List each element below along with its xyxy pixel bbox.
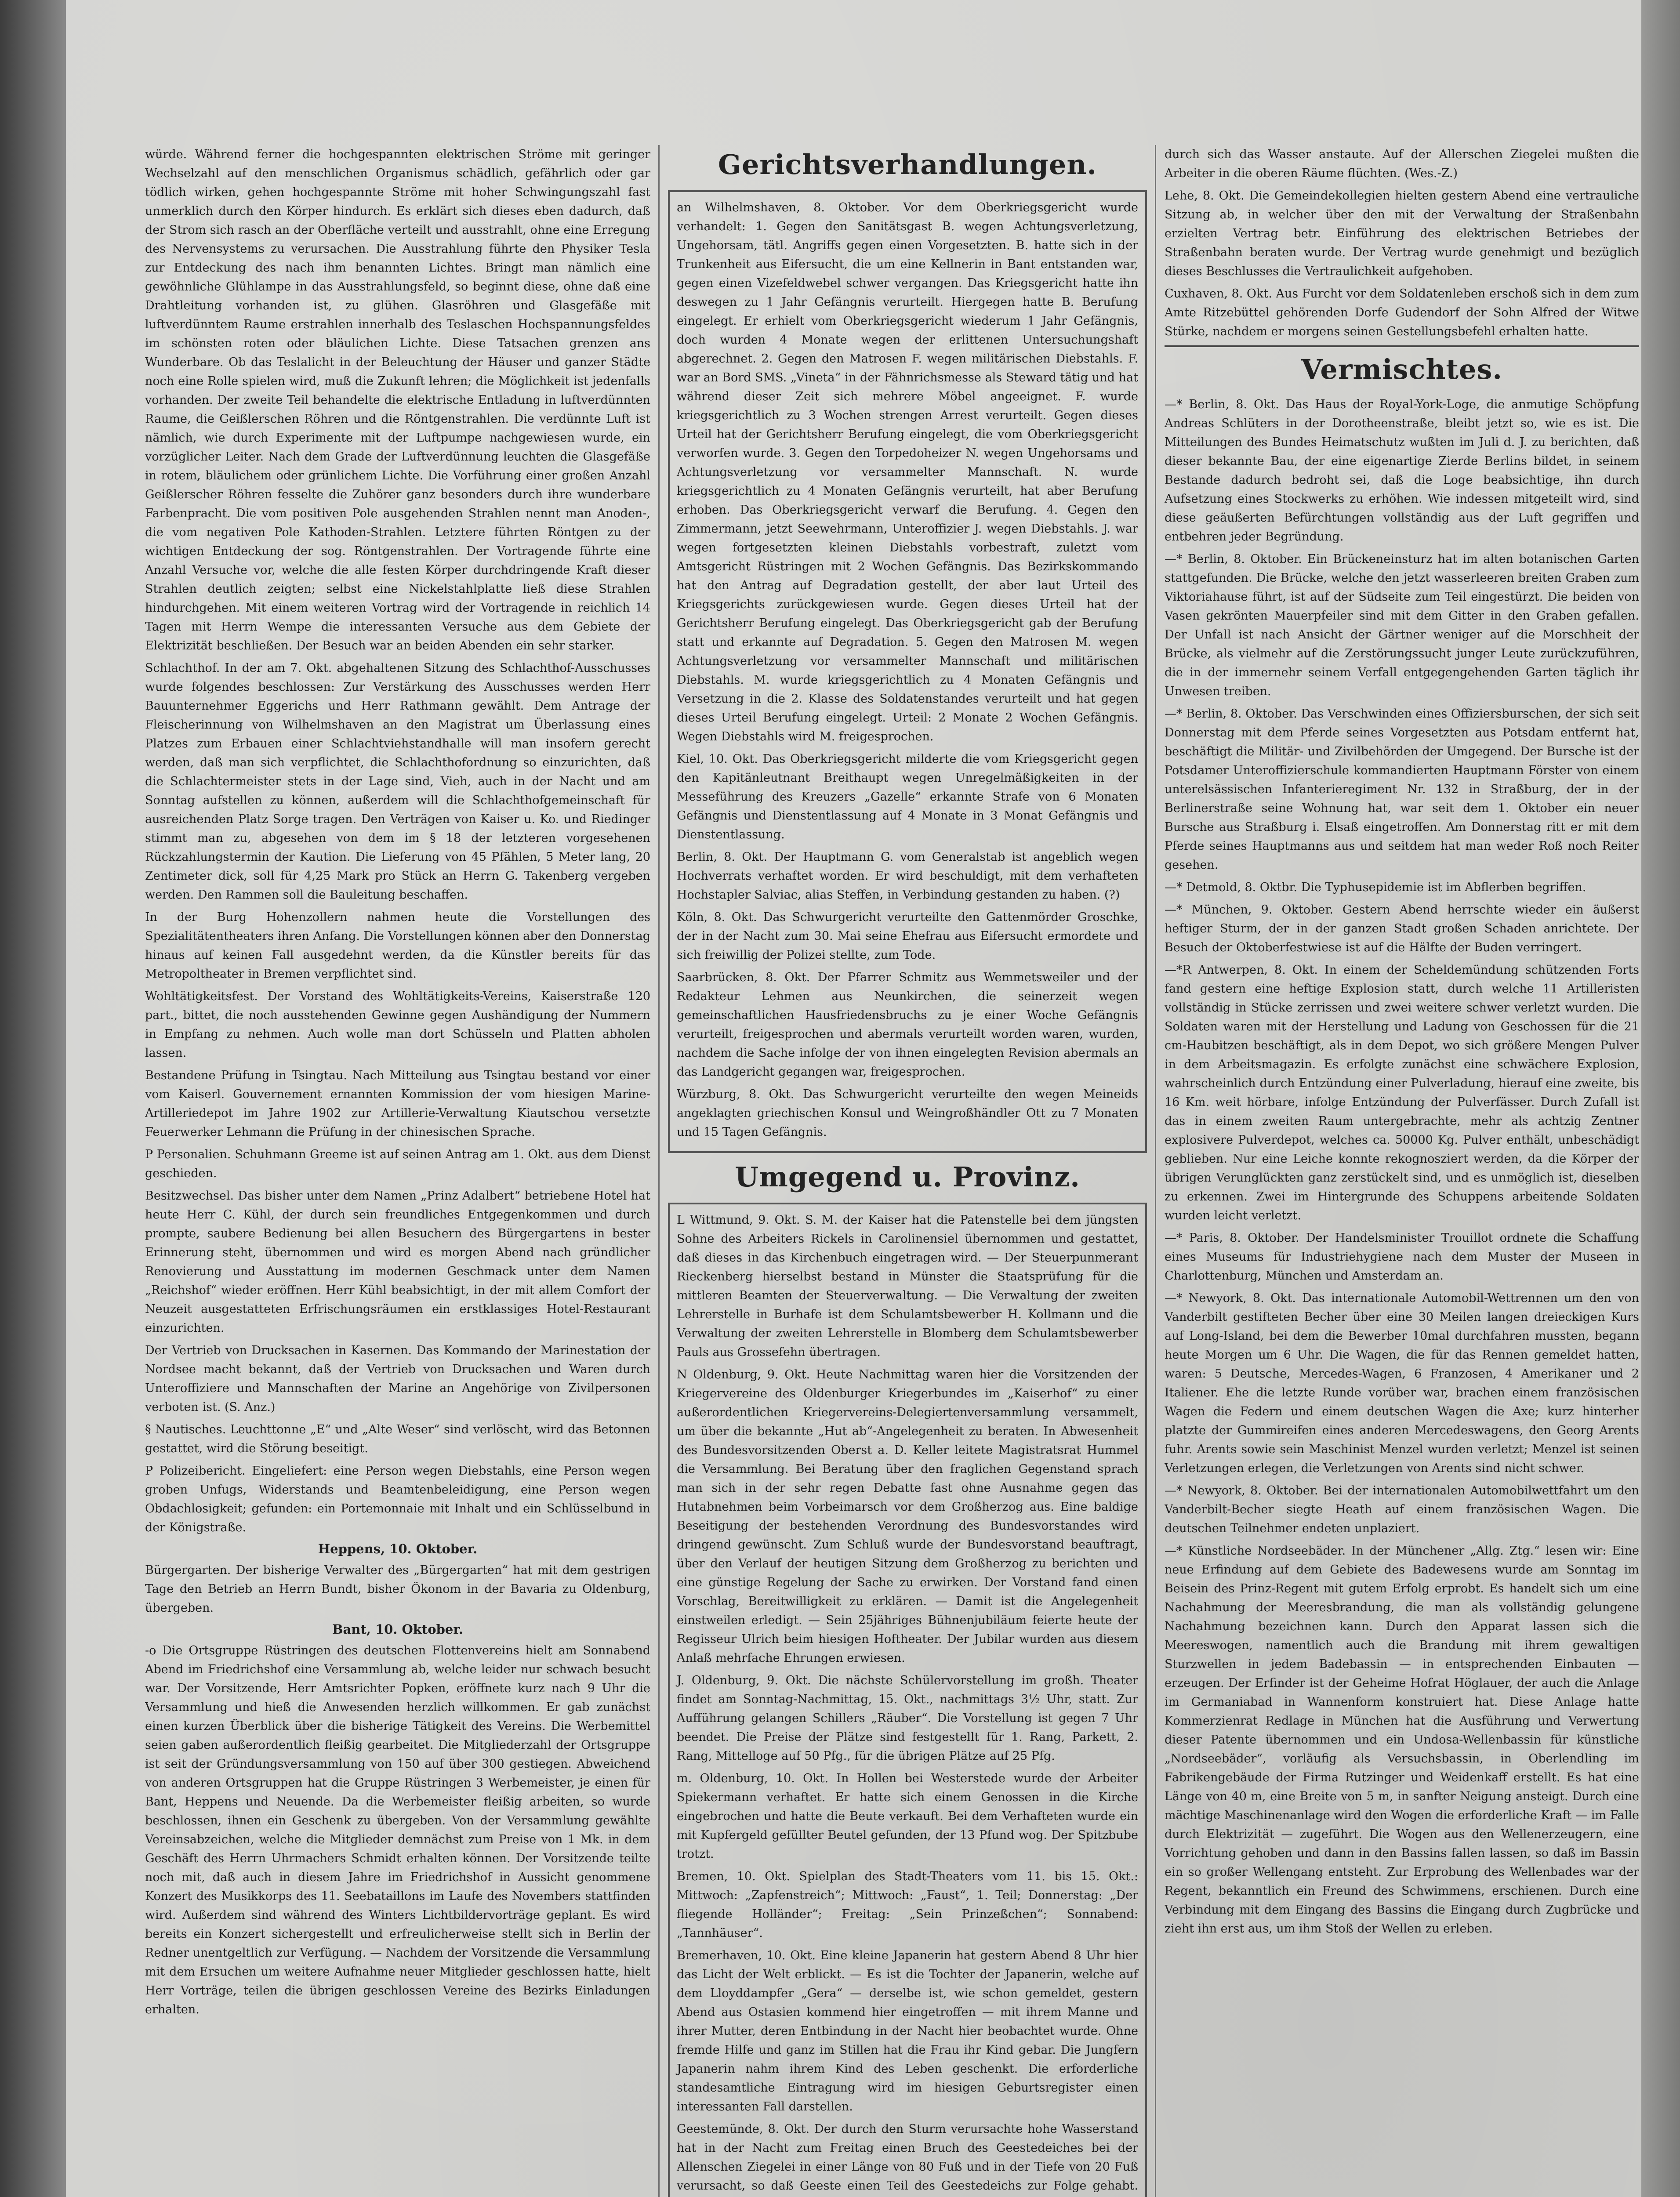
article-paragraph: P Polizeibericht. Eingeliefert: eine Person wegen Diebstahls, eine Person wegen groben Unfugs, Widerstands und Beamtenbeleidigung, eine Person wegen Obdachlosigkeit; gefunden: ein Portemonnaie mit Inhalt und ein Schlüsselbund in der Königstraße. <box>145 1464 650 1534</box>
article-paragraph: —* München, 9. Oktober. Gestern Abend herrschte wieder ein äußerst heftiger Sturm, der in der ganzen Stadt großen Schaden anrichtete. Der Besuch der Oktoberfestwiese ist auf die Hälfte der Buden verringert. <box>1165 903 1639 954</box>
article-paragraph: Kiel, 10. Okt. Das Oberkriegsgericht milderte die vom Kriegsgericht gegen den Kapitänleutnant Breithaupt wegen Unregelmäßigkeiten in der Messeführung des Kreuzers „Gazelle“ erkannte Strafe von 6 Monaten Gefängnis und Dienstentlassung auf 4 Monate in 3 Monat Gefängnis und Dienstentlassung. <box>677 752 1138 841</box>
article-paragraph: Wohltätigkeitsfest. Der Vorstand des Wohltätigkeits-Vereins, Kaiserstraße 120 part., bittet, die noch ausstehenden Gewinne gegen Aushändigung der Nummern in Empfang zu nehmen. Auch wolle man dort Schüsseln und Platten abholen lassen. <box>145 990 650 1060</box>
article-paragraph: Besitzwechsel. Das bisher unter dem Namen „Prinz Adalbert“ betriebene Hotel hat heute Herr C. Kühl, der durch sein freundliches Entgegenkommen und durch prompte, saubere Bedienung bei allen Besuchern des Bürgergartens in bester Erinnerung steht, übernommen und wird es morgen Abend nach gründlicher Renovierung und Ausstattung im modernen Geschmack unter dem Namen „Reichshof“ wieder eröffnen. Herr Kühl beabsichtigt, in der mit allem Comfort der Neuzeit ausgestatteten Erfrischungsräumen ein erstklassiges Hotel-Restaurant einzurichten. <box>145 1189 650 1335</box>
article-paragraph: Der Vertrieb von Drucksachen in Kasernen. Das Kommando der Marinestation der Nordsee macht bekannt, daß der Vertrieb von Drucksachen und Waren durch Unteroffiziere und Mannschaften der Marine an Angehörige von Zivilpersonen verboten ist. (S. Anz.) <box>145 1344 650 1414</box>
article-paragraph: In der Burg Hohenzollern nahmen heute die Vorstellungen des Spezialitätentheaters ihren Anfang. Die Vorstellungen können aber den Donnerstag hinaus auf keinen Fall ausgedehnt werden, da die Künstler bereits für das Metropoltheater in Bremen verpflichtet sind. <box>145 910 650 981</box>
article-paragraph: —* Berlin, 8. Oktober. Das Verschwinden eines Offiziersburschen, der sich seit Donnerstag mit dem Pferde seines Vorgesetzten aus Potsdam entfernt hat, beschäftigt die Militär- und Zivilbehörden der Umgegend. Der Bursche ist der Potsdamer Unteroffizierschule kommandierten Hauptmann Förster von einem unterelsässischen Infanterieregiment Nr. 132 in Straßburg, der in der Berlinerstraße seine Wohnung hat, war seit dem 1. Oktober ein neuer Bursche aus Straßburg i. Elsaß eingetroffen. Am Donnerstag ritt er mit dem Pferde seines Hauptmanns aus und seitdem hat man weder Roß noch Reiter gesehen. <box>1165 707 1639 872</box>
scan-border-right <box>1641 0 1680 2197</box>
article-paragraph: Berlin, 8. Okt. Der Hauptmann G. vom Generalstab ist angeblich wegen Hochverrats verhaftet worden. Er wird beschuldigt, mit dem verhafteten Hochstapler Salviac, alias Steffen, in Verbindung gestanden zu haben. (?) <box>677 850 1138 902</box>
column-3 <box>1165 145 1639 2197</box>
article-paragraph: —* Detmold, 8. Oktbr. Die Typhusepidemie ist im Abflerben begriffen. <box>1165 881 1586 894</box>
article-paragraph: —* Paris, 8. Oktober. Der Handelsminister Trouillot ordnete die Schaffung eines Museums für Industriehygiene nach dem Muster der Museen in Charlottenburg, München und Amsterdam an. <box>1165 1231 1639 1283</box>
article-paragraph: —* Berlin, 8. Oktober. Ein Brückeneinsturz hat im alten botanischen Garten stattgefunden. Die Brücke, welche den jetzt wasserleeren breiten Graben zum Viktoriahause führt, ist auf der Südseite zum Teil eingestürzt. Die beiden von Vasen gekrönten Mauerpfeiler sind mit dem Gitter in den Graben gefallen. Der Unfall ist nach Ansicht der Gärtner weniger auf die Morschheit der Brücke, als vielmehr auf die Zerstörungssucht junger Leute zurückzuführen, die in der immernehr seinem Verfall entgegengehenden Garten täglich ihr Unwesen treiben. <box>1165 552 1639 698</box>
article-paragraph: —* Künstliche Nordseebäder. In der Münchener „Allg. Ztg.“ lesen wir: Eine neue Erfindung auf dem Gebiete des Badewesens wurde am Sonntag im Beisein des Prinz-Regent mit gutem Erfolg erprobt. Es handelt sich um eine Nachahmung der Meeresbrandung, die man als vollständig gelungene Nachahmung bezeichnen kann. Durch den Apparat lassen sich die Meereswogen, namentlich auch die Brandung mit ihrem gewaltigen Sturzwellen in jedem Badebassin — in entsprechenden Einbauten — erzeugen. Der Erfinder ist der Geheime Hofrat Höglauer, der auch die Anlage im Germaniabad in Wannenform konstruiert hat. Diese Anlage hatte Kommerzienrat Redlage in München hat die Ausführung und Verwertung dieser Patente übernommen und ein Undosa-Wellenbassin für künstliche „Nordseebäder“, vorläufig als Versuchsbassin, in Oberlendling im Fabrikengebäude der Firma Rutzinger und Weidenkaff erstellt. Es hat eine Länge von 40 m, eine Breite von 5 m, in sanfter Neigung ansteigt. Durch eine mächtige Maschinenanlage wird den Wogen die erforderliche Kraft — im Falle durch Elektrizität — zugeführt. Die Wogen aus den Wellenerzeugern, eine Vorrichtung gehoben und dann in den Bassins fallen lassen, so daß im Bassin ein so großer Wellengang entsteht. Zur Erprobung des Wellenbades war der Regent, bekanntlich ein Freund des Schwimmens, erschienen. Durch eine Verbindung mit dem Eingang des Bassins die Eingang durch Zugbrücke und zieht ihn erst aus, um ihm Stoß der Wellen zu erleben. <box>1165 1544 1639 1936</box>
section-heading-vermischtes: Vermischtes. <box>1301 353 1502 385</box>
article-paragraph: Cuxhaven, 8. Okt. Aus Furcht vor dem Soldatenleben erschoß sich in dem zum Amte Ritzebüttel gehörenden Dorfe Gudendorf der Sohn Alfred der Witwe Stürke, nachdem er morgens seinen Gestellungsbefehl erhalten hatte. <box>1165 287 1639 338</box>
dateline-heading: Bant, 10. Oktober. <box>332 1622 464 1637</box>
article-paragraph: Bremen, 10. Okt. Spielplan des Stadt-Theaters vom 11. bis 15. Okt.: Mittwoch: „Zapfenstreich“; Mittwoch: „Faust“, 1. Teil; Donnerstag: „Der fliegende Holländer“; Freitag: „Sein Prinzeßchen“; Sonnabend: „Tannhäuser“. <box>677 1870 1138 1940</box>
article-paragraph: würde. Während ferner die hochgespannten elektrischen Ströme mit geringer Wechselzahl auf den menschlichen Organismus schädlich, gefährlich oder gar tödlich wirken, gehen hochgespannte Ströme mit hoher Schwingungszahl fast unmerklich durch den Körper hindurch. Es erklärt sich dieses eben dadurch, daß der Strom sich rasch an der Oberfläche verteilt und ausstrahlt, ohne eine Erregung des Nervensystems zu verursachen. Die Ausstrahlung führte den Physiker Tesla zur Entdeckung des nach ihm benannten Lichtes. Bringt man nämlich eine gewöhnliche Glühlampe in das Ausstrahlungsfeld, so beginnt diese, ohne daß eine Drahtleitung vorhanden ist, zu glühen. Glasröhren und Glasgefäße mit luftverdünntem Raume erstrahlen innerhalb des Teslaschen Hochspannungsfeldes im schönsten roten oder bläulichen Lichte. Diese Tatsachen grenzen ans Wunderbare. Ob das Teslalicht in der Beleuchtung der Häuser und ganzer Städte noch eine Rolle spielen wird, muß die Zukunft lehren; die Möglichkeit ist jedenfalls vorhanden. Der zweite Teil behandelte die elektrische Entladung in luftverdünnten Raume, die Geißlerschen Röhren und die Röntgenstrahlen. Die verdünnte Luft ist nämlich, wie durch Experimente mit der Luftpumpe nachgewiesen wurde, ein vorzüglicher Leiter. Nach dem Grade der Luftverdünnung leuchten die Glasgefäße in rotem, bläulichem oder grünlichem Lichte. Die Vorführung einer großen Anzahl Geißlerscher Röhren fesselte die Zuhörer ganz besonders durch ihre wunderbare Farbenpracht. Die vom positiven Pole ausgehenden Strahlen nennt man Anoden-, die vom negativen Pole Kathoden-Strahlen. Letztere führten Röntgen zu der wichtigen Entdeckung der sog. Röntgenstrahlen. Der Vortragende führte eine Anzahl Versuche vor, welche die alle festen Körper durchdringende Kraft dieser Strahlen deutlich zeigten; selbst eine Nickelstahlplatte ließ diese Strahlen hindurchgehen. Mit einem weiteren Vortrag wird der Vortragende in reichlich 14 Tagen mit Herrn Wempe die interessanten Versuche aus dem Gebiete der Elektrizität beschließen. Der Besuch war an beiden Abenden ein sehr starker. <box>145 148 650 653</box>
article-paragraph: -o Die Ortsgruppe Rüstringen des deutschen Flottenvereins hielt am Sonnabend Abend im Friedrichshof eine Versammlung ab, welche leider nur schwach besucht war. Der Vorsitzende, Herr Amtsrichter Popken, eröffnete kurz nach 9 Uhr die Versammlung und hieß die Anwesenden herzlich willkommen. Er gab zunächst einen kurzen Überblick über die bisherige Tätigkeit des Vereins. Die Werbemittel seien gaben außerordentlich fleißig gearbeitet. Die Mitgliederzahl der Ortsgruppe ist seit der Gründungsversammlung von 150 auf über 300 gestiegen. Abweichend von anderen Ortsgruppen hat die Gruppe Rüstringen 3 Werbemeister, je einen für Bant, Heppens und Neuende. Da die Werbemeister fleißig arbeiten, so wurde beschlossen, ihnen ein Geschenk zu übergeben. Von der Versammlung gewählte Vereinsabzeichen, welche die Mitglieder demnächst zum Preise von 1 Mk. in dem Geschäft des Herrn Uhrmachers Schmidt erhalten können. Der Vorsitzende teilte noch mit, daß auch in diesem Jahre im Friedrichshof in Aussicht genommene Konzert des Musikkorps des 11. Seebataillons im Laufe des Novembers stattfinden wird. Außerdem sind während des Winters Lichtbildervorträge geplant. Es wird bereits ein Konzert sichergestellt und erfreulicherweise stellt sich in Berlin der Redner unentgeltlich zur Verfügung. — Nachdem der Vorsitzende die Versammlung mit dem Ersuchen um weitere Aufnahme neuer Mitglieder geschlossen hatte, hielt Herr Vorträge, teilen die übrigen geschlossen Vereine des Bezirks Einladungen erhalten. <box>145 1644 650 2016</box>
article-paragraph: m. Oldenburg, 10. Okt. In Hollen bei Westerstede wurde der Arbeiter Spiekermann verhaftet. Er hatte sich einem Genossen in die Kirche eingebrochen und hatte die Beute verkauft. Bei dem Verhafteten wurde ein mit Kupfergeld gefüllter Beutel gefunden, der 13 Pfund wog. Der Spitzbube trotzt. <box>677 1772 1138 1861</box>
article-paragraph: —* Berlin, 8. Okt. Das Haus der Royal-York-Loge, die anmutige Schöpfung Andreas Schlüters in der Dorotheenstraße, bleibt jetzt so, wie es ist. Die Mitteilungen des Bundes Heimatschutz wußten im Juli d. J. zu berichten, daß dieser bekannte Bau, der eine eigenartige Zierde Berlins bildet, in seinem Bestande dadurch bedroht sei, daß die Loge beabsichtige, ihn durch Aufsetzung eines Stockwerks zu erhöhen. Wie indessen mitgeteilt wird, sind diese geäußerten Befürchtungen vollständig aus der Luft gegriffen und entbehren jeder Begründung. <box>1165 398 1639 544</box>
article-paragraph: Bürgergarten. Der bisherige Verwalter des „Bürgergarten“ hat mit dem gestrigen Tage den Betrieb an Herrn Bundt, bisher Ökonom in der Bavaria zu Oldenburg, übergeben. <box>145 1563 650 1615</box>
article-paragraph: —* Newyork, 8. Oktober. Bei der internationalen Automobilwettfahrt um den Vanderbilt-Becher siegte Heath auf einem französischen Wagen. Die deutschen Teilnehmer endeten unplaziert. <box>1165 1484 1639 1535</box>
article-paragraph: P Personalien. Schuhmann Greeme ist auf seinen Antrag am 1. Okt. aus dem Dienst geschieden. <box>145 1148 650 1180</box>
article-paragraph: N Oldenburg, 9. Okt. Heute Nachmittag waren hier die Vorsitzenden der Kriegervereine des Oldenburger Kriegerbundes im „Kaiserhof“ zu einer außerordentlichen Kriegervereins-Delegiertenversammlung versammelt, um über die bekannte „Hut ab“-Angelegenheit zu beraten. In Abwesenheit des Bundesvorsitzenden Oberst a. D. Keller leitete Magistratsrat Hummel die Versammlung. Bei Beratung über den fraglichen Gegenstand sprach man sich in der sehr regen Debatte fast ohne Ausnahme gegen das Hutabnehmen beim Vorbeimarsch vor dem Großherzog aus. Eine baldige Beseitigung der bestehenden Verordnung des Bundesvorstandes wird dringend gewünscht. Zum Schluß wurde der Bundesvorstand beauftragt, über den Verlauf der heutigen Sitzung dem Großherzog zu berichten und eine günstige Regelung der Sache zu erwirken. Der Vorstand fand einen Vorschlag, Bereitwilligkeit zu erklären. — Damit ist die Angelegenheit einstweilen erledigt. — Sein 25jähriges Bühnenjubiläum feierte heute der Regisseur Ulrich beim hiesigen Hoftheater. Der Jubilar wurden aus diesem Anlaß mehrfache Ehrungen erwiesen. <box>677 1368 1138 1665</box>
article-paragraph: Saarbrücken, 8. Okt. Der Pfarrer Schmitz aus Wemmetsweiler und der Redakteur Lehmen aus Neunkirchen, die seinerzeit wegen gemeinschaftlichen Hausfriedensbruchs zu je einer Woche Gefängnis verurteilt, freigesprochen und abermals verurteilt worden waren, wurden, nachdem die Sache infolge der von ihnen eingelegten Revision abermals an das Landgericht gegangen war, freigesprochen. <box>677 971 1138 1079</box>
article-paragraph: L Wittmund, 9. Okt. S. M. der Kaiser hat die Patenstelle bei dem jüngsten Sohne des Arbeiters Rickels in Carolinensiel übernommen und gestattet, daß dieses in das Kirchenbuch eingetragen wird. — Der Steuerpunmerant Rieckenberg hierselbst bestand in Münster die Staatsprüfung für die mittleren Beamten der Steuerverwaltung. — Die Verwaltung der zweiten Lehrerstelle in Burhafe ist dem Schulamtsbewerber H. Kollmann und die Verwaltung der zweiten Lehrerstelle in Blomberg dem Schulamtsbewerber Pauls aus Grossefehn übertragen. <box>677 1213 1138 1359</box>
court-reports-box <box>668 190 1147 1153</box>
article-paragraph: durch sich das Wasser anstaute. Auf der Allerschen Ziegelei mußten die Arbeiter in die oberen Räume flüchten. (Wes.-Z.) <box>1165 148 1639 180</box>
article-paragraph: Bremerhaven, 10. Okt. Eine kleine Japanerin hat gestern Abend 8 Uhr hier das Licht der Welt erblickt. — Es ist die Tochter der Japanerin, welche auf dem Lloyddampfer „Gera“ — derselbe ist, wie schon gemeldet, gestern Abend aus Ostasien kommend hier eingetroffen — mit ihrem Manne und ihrer Mutter, deren Entbindung in der Nacht hier beobachtet wurde. Ohne fremde Hilfe und ganz im Stillen hat die Frau ihr Kind gebar. Die Jungfern Japanerin nahm ihrem Kind des Leben geschenkt. Die erforderliche standesamtliche Eintragung wird im hiesigen Geburtsregister einen interessanten Fall darstellen. <box>677 1949 1138 2114</box>
article-paragraph: an Wilhelmshaven, 8. Oktober. Vor dem Oberkriegsgericht wurde verhandelt: 1. Gegen den Sanitätsgast B. wegen Achtungsverletzung, Ungehorsam, tätl. Angriffs gegen einen Vorgesetzten. B. hatte sich in der Trunkenheit aus Eifersucht, die um eine Kellnerin in Bant entstanden war, gegen einen Vizefeldwebel schwer vergangen. Das Kriegsgericht hatte ihn deswegen zu 1 Jahr Gefängnis verurteilt. Hiergegen hatte B. Berufung eingelegt. Er erhielt vom Oberkriegsgericht wiederum 1 Jahr Gefängnis, doch wurden 4 Monate wegen der erlittenen Untersuchungshaft abgerechnet. 2. Gegen den Matrosen F. wegen militärischen Diebstahls. F. war an Bord SMS. „Vineta“ in der Fähnrichsmesse als Steward tätig und hat während dieser Zeit sich mehrere Möbel angeeignet. F. wurde kriegsgerichtlich zu 3 Wochen strengen Arrest verurteilt. Gegen dieses Urteil hat der Gerichtsherr Berufung eingelegt, die vom Oberkriegsgericht verworfen wurde. 3. Gegen den Torpedoheizer N. wegen Ungehorsams und Achtungsverletzung vor versammelter Mannschaft. N. wurde kriegsgerichtlich zu 4 Monaten Gefängnis verurteilt, hat aber Berufung erhoben. Das Oberkriegsgericht verwarf die Berufung. 4. Gegen den Zimmermann, jetzt Seewehrmann, Unteroffizier J. wegen Diebstahls. J. war wegen fortgesetzten kleinen Diebstahls vorbestraft, zuletzt vom Amtsgericht Rüstringen mit 2 Wochen Gefängnis. Das Bezirkskommando hat den Antrag auf Degradation gestellt, der aber laut Urteil des Kriegsgerichts zurückgewiesen wurde. Gegen dieses Urteil hat der Gerichtsherr Berufung eingelegt. Das Oberkriegsgericht gab der Berufung statt und erkannte auf Degradation. 5. Gegen den Matrosen M. wegen Achtungsverletzung vor versammelter Mannschaft und militärischen Diebstahls. M. wurde kriegsgerichtlich zu 4 Monaten Gefängnis und Versetzung in die 2. Klasse des Soldatenstandes verurteilt und hat gegen dieses Urteil Berufung eingelegt. Urteil: 2 Monate 2 Wochen Gefängnis. Wegen Diebstahls wird M. freigesprochen. <box>677 201 1138 743</box>
column-divider <box>658 145 660 2197</box>
article-paragraph: § Nautisches. Leuchttonne „E“ und „Alte Weser“ sind verlöscht, wird das Betonnen gestattet, wird die Störung beseitigt. <box>145 1423 650 1455</box>
article-paragraph: Würzburg, 8. Okt. Das Schwurgericht verurteilte den wegen Meineids angeklagten griechischen Konsul und Weingroßhändler Ott zu 7 Monaten und 15 Tagen Gefängnis. <box>677 1088 1138 1139</box>
scan-border-left <box>0 0 66 2197</box>
article-paragraph: Lehe, 8. Okt. Die Gemeindekollegien hielten gestern Abend eine vertrauliche Sitzung ab, in welcher über den mit der Verwaltung der Straßenbahn erzielten Vertrag betr. Einführung des elektrischen Betriebes der Straßenbahn beraten wurde. Der Vertrag wurde genehmigt und bezüglich dieses Beschlusses die Vertraulichkeit aufgehoben. <box>1165 189 1639 278</box>
section-heading-gerichtsverhandlungen: Gerichtsverhandlungen. <box>718 149 1097 181</box>
column-1 <box>145 145 650 2197</box>
column-2 <box>668 145 1147 2197</box>
article-paragraph: Bestandene Prüfung in Tsingtau. Nach Mitteilung aus Tsingtau bestand vor einer vom Kaiserl. Gouvernement ernannten Kommission der vom hiesigen Marine-Artilleriedepot im Jahre 1902 zur Artillerie-Verwaltung Kiautschou versetzte Feuerwerker Lehmann die Prüfung in der chinesischen Sprache. <box>145 1069 650 1139</box>
dateline-heading: Heppens, 10. Oktober. <box>318 1541 478 1556</box>
article-paragraph: Geestemünde, 8. Okt. Der durch den Sturm verursachte hohe Wasserstand hat in der Nacht zum Freitag einen Bruch des Geestedeiches bei der Allenschen Ziegelei in einer Länge von 80 Fuß und in der Tiefe von 20 Fuß verursacht, so daß Geeste einen Teil des Geestedeichs zur Folge gehabt. <box>677 2122 1138 2193</box>
article-paragraph: —* Newyork, 8. Okt. Das internationale Automobil-Wettrennen um den von Vanderbilt gestifteten Becher über eine 30 Meilen langen dreieckigen Kurs auf Long-Island, bei dem die Bewerber 10mal durchfahren mussten, begann heute Morgen um 6 Uhr. Die Wagen, die für das Rennen gemeldet hatten, waren: 5 Deutsche, Mercedes-Wagen, 6 Franzosen, 4 Amerikaner und 2 Italiener. Ehe die letzte Runde vorüber war, brachen einem französischen Wagen die Federn und einem deutschen Wagen die Axe; kurz hinterher platzte der Gummireifen eines anderen Mercedeswagens, den Georg Arents fuhr. Arents sowie sein Maschinist Menzel wurden verletzt; Menzel ist seinen Verletzungen erlegen, die Verletzungen von Arents sind nicht schwer. <box>1165 1291 1639 1475</box>
column-divider <box>1155 145 1156 2197</box>
article-paragraph: J. Oldenburg, 9. Okt. Die nächste Schülervorstellung im großh. Theater findet am Sonntag-Nachmittag, 15. Okt., nachmittags 3½ Uhr, statt. Zur Aufführung gelangen Schillers „Räuber“. Die Vorstellung ist gegen 7 Uhr beendet. Die Preise der Plätze sind festgestellt für 1. Rang, Parkett, 2. Rang, Mittelloge auf 50 Pfg., für die übrigen Plätze auf 25 Pfg. <box>677 1674 1138 1763</box>
regional-news-box <box>668 1203 1147 2197</box>
article-paragraph: Köln, 8. Okt. Das Schwurgericht verurteilte den Gattenmörder Groschke, der in der Nacht zum 30. Mai seine Ehefrau aus Eifersucht ermordete und sich freiwillig der Polizei stellte, zum Tode. <box>677 910 1138 962</box>
section-rule <box>1165 345 1639 347</box>
article-paragraph: Schlachthof. In der am 7. Okt. abgehaltenen Sitzung des Schlachthof-Ausschusses wurde folgendes beschlossen: Zur Verstärkung des Ausschusses werden Herr Bauunternehmer Eggerichs und Herr Rathmann gewählt. Dem Antrage der Fleischerinnung von Wilhelmshaven an den Magistrat um Überlassung eines Platzes zum Erbauen einer Schlachtviehstandhalle will man insofern gerecht werden, daß man sich verpflichtet, die Schlachthofordnung so einzurichten, daß die Schlachtermeister stets in der Lage sind, Vieh, auch in der Nacht und am Sonntag aufstellen zu können, außerdem will die Schlachthofgemeinschaft für ausreichenden Platz Sorge tragen. Den Verträgen von Kaiser u. Ko. und Riedinger stimmt man zu, abgesehen von dem im § 18 der letzteren vorgesehenen Rückzahlungstermin der Kaution. Die Lieferung von 45 Pfählen, 5 Meter lang, 20 Zentimeter dick, soll für 4,25 Mark pro Stück an Herrn G. Takenberg vergeben werden. Den Rammen soll die Bauleitung beschaffen. <box>145 661 650 902</box>
article-paragraph: —*R Antwerpen, 8. Okt. In einem der Scheldemündung schützenden Forts fand gestern eine heftige Explosion statt, durch welche 11 Artilleristen vollständig in Stücke zerrissen und zwei weitere schwer verletzt wurden. Die Soldaten waren mit der Herstellung und Ladung von Geschossen für die 21 cm-Haubitzen beschäftigt, als in dem Depot, wo sich größere Mengen Pulver in dem Arbeitsmagazin. Es erfolgte zunächst eine schwächere Explosion, wahrscheinlich durch Entzündung einer Pulverladung, hierauf eine zweite, bis 16 Km. weit hörbare, infolge Entzündung der Pulverfässer. Durch Zufall ist das in einem zweiten Raum untergebrachte, mehr als achtzig Zentner explosivere Pulverdepot, welches ca. 50000 Kg. Pulver enthält, unbeschädigt geblieben. Nur eine Leiche konnte rekognosziert werden, da die Körper der übrigen Verunglückten ganz zerstückelt sind, und es unmöglich ist, dieselben zu erkennen. Zwei im Hintergrunde des Schuppens arbeitende Soldaten wurden leicht verletzt. <box>1165 963 1639 1222</box>
section-heading-umgegend: Umgegend u. Provinz. <box>735 1161 1080 1193</box>
